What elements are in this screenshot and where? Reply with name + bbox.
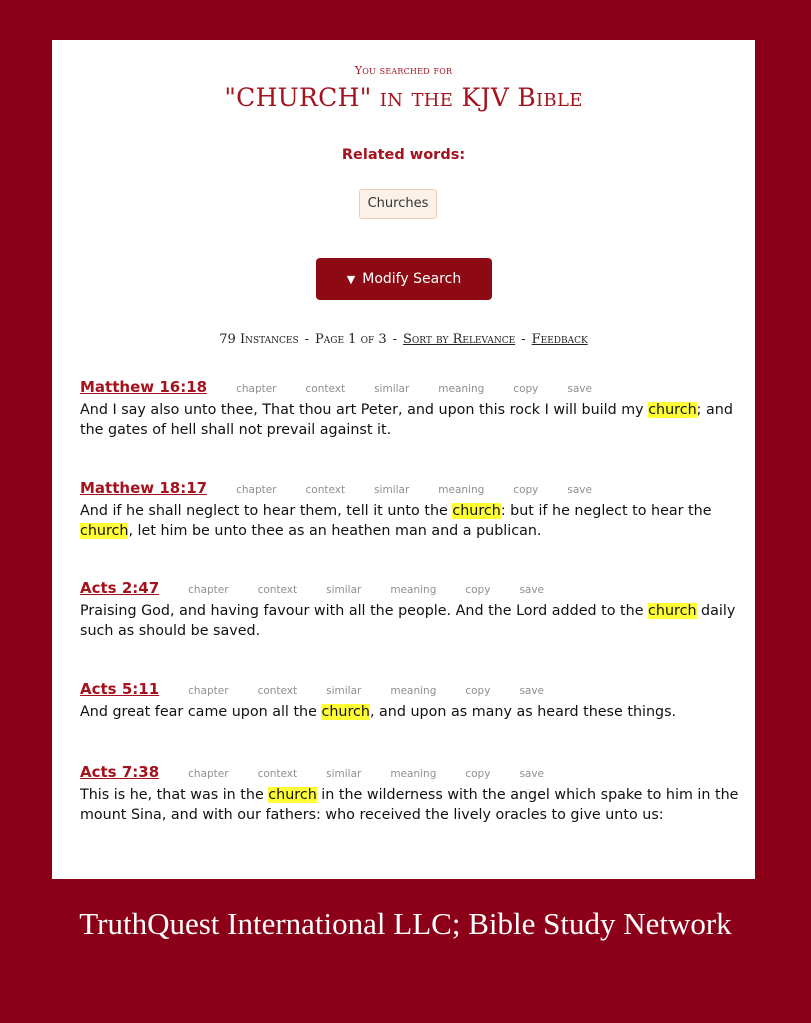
- sort-relevance-link[interactable]: Sort by Relevance: [403, 332, 516, 347]
- verse-text: [80, 501, 740, 541]
- context-link[interactable]: context: [305, 484, 346, 496]
- result-item: [80, 376, 740, 440]
- result-item: [80, 477, 740, 541]
- highlighted-term: church: [648, 402, 697, 418]
- highlighted-term: church: [268, 787, 317, 803]
- verse-segment: in the wilderness with the angel which spake to him in the mount Sina, and with our fathers: who received the lively oracles to give unto us:: [80, 787, 739, 823]
- related-word-chip[interactable]: Churches: [359, 189, 437, 219]
- footer-credit: TruthQuest International LLC; Bible Study Network: [79, 906, 732, 941]
- result-header: [80, 477, 740, 499]
- similar-link[interactable]: similar: [374, 383, 410, 395]
- result-header: [80, 376, 740, 398]
- copy-link[interactable]: copy: [465, 768, 491, 780]
- verse-segment: ; and the gates of hell shall not prevail against it.: [80, 402, 733, 438]
- meaning-link[interactable]: meaning: [438, 383, 485, 395]
- meaning-link[interactable]: meaning: [438, 484, 485, 496]
- highlighted-term: church: [648, 603, 697, 619]
- search-subtitle: You searched for: [354, 64, 453, 77]
- result-header: [80, 678, 740, 700]
- results-panel: [52, 40, 755, 879]
- verse-segment: And if he shall neglect to hear them, tell it unto the: [80, 503, 453, 519]
- context-link[interactable]: context: [305, 383, 346, 395]
- copy-link[interactable]: copy: [465, 584, 491, 596]
- instance-count: 79 Instances: [219, 332, 299, 347]
- meta-separator: -: [392, 332, 398, 347]
- meaning-link[interactable]: meaning: [390, 584, 437, 596]
- verse-reference-link[interactable]: Matthew 16:18: [80, 378, 208, 396]
- modify-search-button[interactable]: [316, 258, 492, 300]
- highlighted-term: church: [452, 503, 501, 519]
- similar-link[interactable]: similar: [326, 685, 362, 697]
- triangle-down-icon: ▼: [346, 273, 356, 286]
- result-header: [80, 761, 740, 783]
- verse-text: [80, 601, 740, 641]
- chapter-link[interactable]: chapter: [236, 383, 277, 395]
- verse-reference-link[interactable]: Acts 2:47: [80, 579, 160, 597]
- result-item: [80, 761, 740, 825]
- meta-separator: -: [521, 332, 526, 347]
- chapter-link[interactable]: chapter: [188, 584, 229, 596]
- verse-reference-link[interactable]: Acts 7:38: [80, 763, 160, 781]
- chapter-link[interactable]: chapter: [236, 484, 277, 496]
- meta-separator: -: [304, 332, 310, 347]
- feedback-link[interactable]: Feedback: [531, 332, 588, 347]
- similar-link[interactable]: similar: [326, 584, 362, 596]
- highlighted-term: church: [321, 704, 370, 720]
- copy-link[interactable]: copy: [513, 383, 539, 395]
- verse-segment: , let him be unto thee as an heathen man and a publican.: [128, 523, 542, 539]
- similar-link[interactable]: similar: [326, 768, 362, 780]
- highlighted-term: church: [80, 523, 129, 539]
- modify-search-label: Modify Search: [362, 271, 462, 287]
- verse-segment: Praising God, and having favour with all the people. And the Lord added to the: [80, 603, 649, 619]
- save-link[interactable]: save: [567, 383, 592, 395]
- context-link[interactable]: context: [257, 768, 298, 780]
- save-link[interactable]: save: [519, 685, 545, 697]
- result-header: [80, 577, 740, 599]
- verse-segment: And I say also unto thee, That thou art Peter, and upon this rock I will build my: [80, 402, 649, 418]
- related-words-label: Related words:: [341, 147, 466, 163]
- context-link[interactable]: context: [257, 685, 298, 697]
- copy-link[interactable]: copy: [465, 685, 491, 697]
- context-link[interactable]: context: [257, 584, 298, 596]
- verse-segment: And great fear came upon all the: [80, 704, 322, 720]
- page-indicator: Page 1 of 3: [315, 332, 387, 347]
- chapter-link[interactable]: chapter: [188, 768, 229, 780]
- chapter-link[interactable]: chapter: [188, 685, 229, 697]
- verse-segment: daily such as should be saved.: [80, 603, 736, 639]
- save-link[interactable]: save: [567, 484, 592, 496]
- verse-segment: , and upon as many as heard these things.: [369, 704, 677, 720]
- page-title: "CHURCH" in the KJV Bible: [224, 83, 583, 112]
- verse-reference-link[interactable]: Matthew 18:17: [80, 479, 208, 497]
- meaning-link[interactable]: meaning: [390, 768, 437, 780]
- results-meta: [52, 332, 755, 347]
- verse-segment: This is he, that was in the: [80, 787, 269, 803]
- verse-segment: : but if he neglect to hear the: [500, 503, 712, 519]
- verse-text: [80, 400, 740, 440]
- save-link[interactable]: save: [519, 768, 545, 780]
- verse-text: [80, 702, 740, 722]
- result-item: [80, 678, 740, 722]
- save-link[interactable]: save: [519, 584, 545, 596]
- verse-reference-link[interactable]: Acts 5:11: [80, 680, 160, 698]
- copy-link[interactable]: copy: [513, 484, 539, 496]
- similar-link[interactable]: similar: [374, 484, 410, 496]
- result-item: [80, 577, 740, 641]
- verse-text: [80, 785, 740, 825]
- meaning-link[interactable]: meaning: [390, 685, 437, 697]
